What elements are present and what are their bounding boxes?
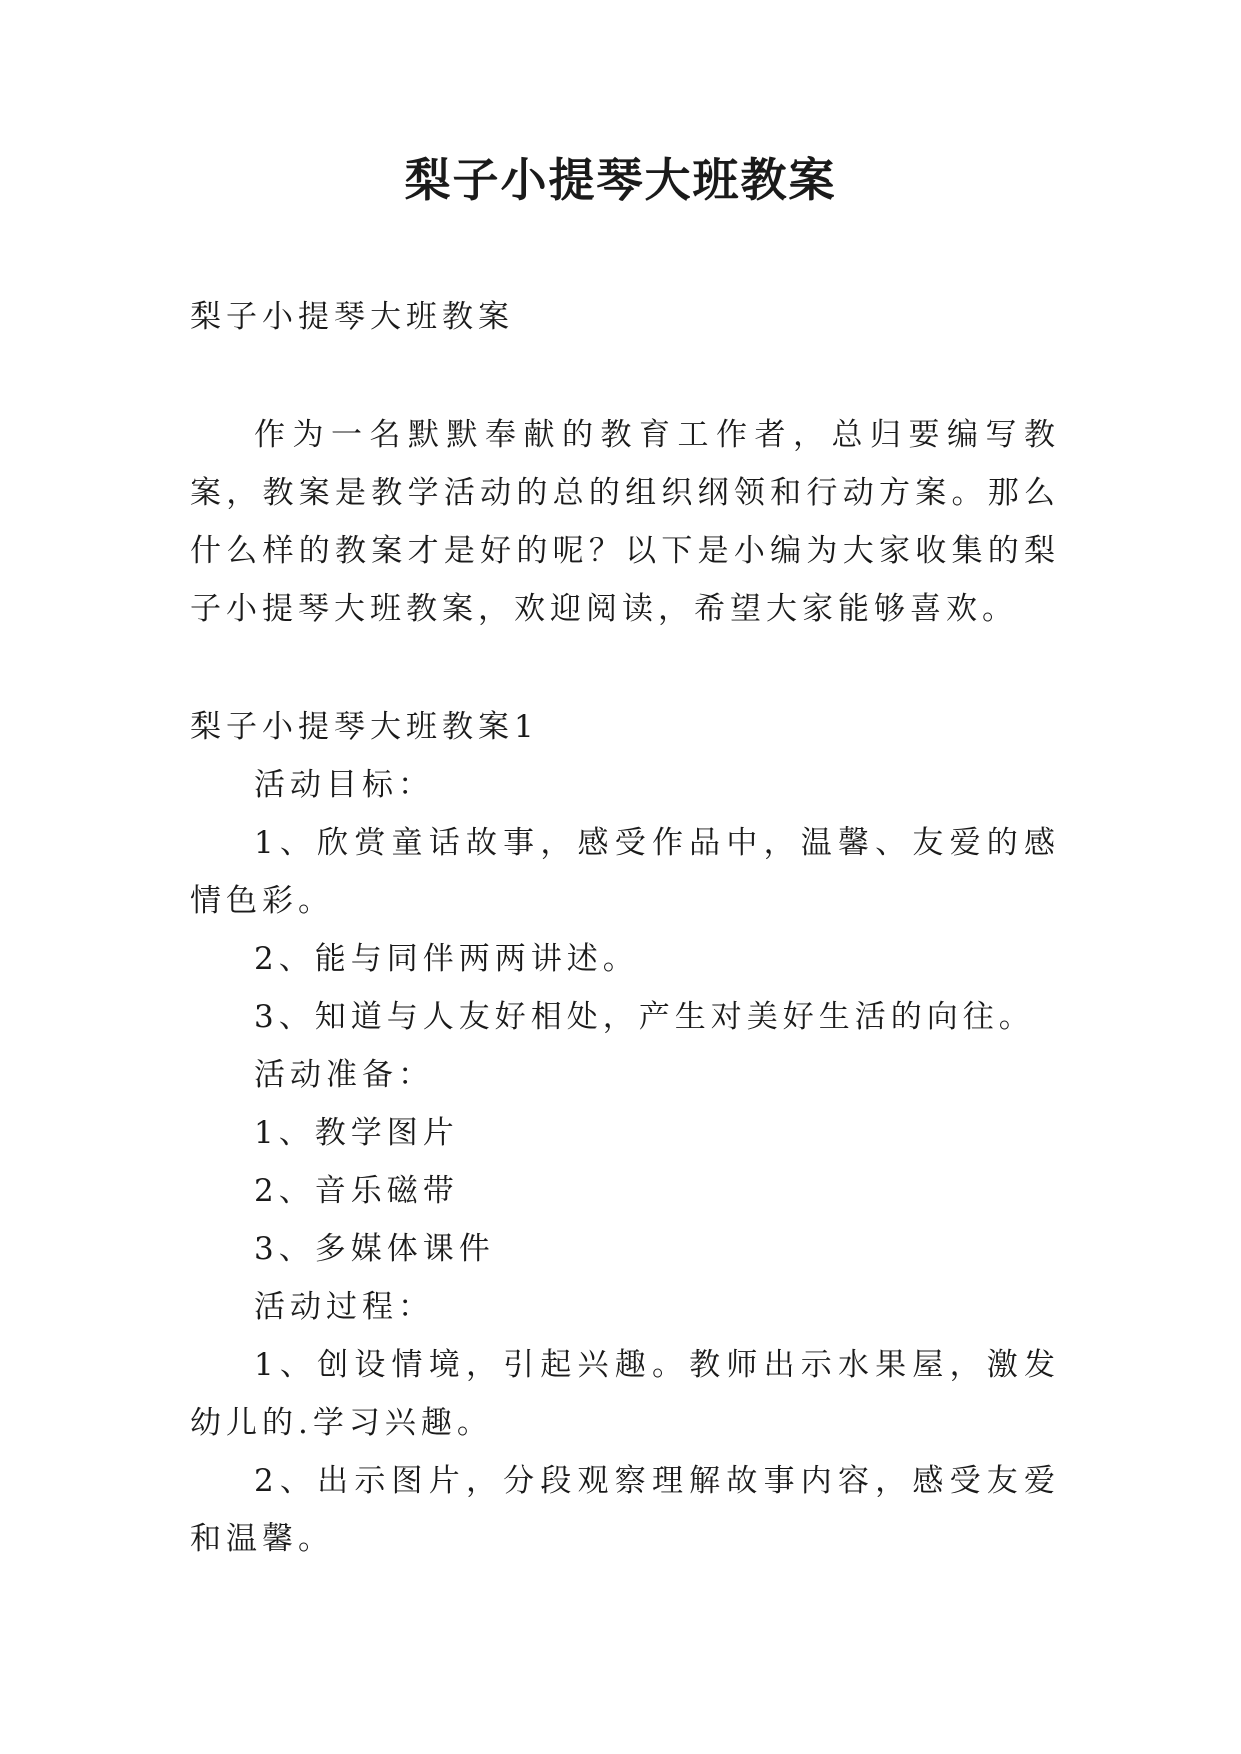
goal-item: 1、欣赏童话故事，感受作品中，温馨、友爱的感情色彩。 <box>190 825 1060 919</box>
document-title: 梨子小提琴大班教案 <box>404 153 837 207</box>
intro-paragraph: 作为一名默默奉献的教育工作者，总归要编写教案，教案是教学活动的总的组织纲领和行动方案。那么什么样的教案才是好的呢？以下是小编为大家收集的梨子小提琴大班教案，欢迎阅读，希望大家能够喜欢。 <box>190 417 1060 627</box>
spacer <box>190 638 1060 698</box>
spacer <box>190 346 1060 406</box>
activity-goals-heading: 活动目标： <box>254 767 434 803</box>
prep-item: 1、教学图片 <box>254 1115 459 1151</box>
process-item: 1、创设情境，引起兴趣。教师出示水果屋，激发幼儿的.学习兴趣。 <box>190 1347 1060 1441</box>
goal-item: 2、能与同伴两两讲述。 <box>254 941 639 977</box>
section-heading: 梨子小提琴大班教案1 <box>190 709 539 745</box>
activity-prep-heading: 活动准备： <box>254 1057 434 1093</box>
prep-item: 3、多媒体课件 <box>254 1231 495 1267</box>
goal-item: 3、知道与人友好相处，产生对美好生活的向往。 <box>254 999 1035 1035</box>
prep-item: 2、音乐磁带 <box>254 1173 459 1209</box>
document-subtitle: 梨子小提琴大班教案 <box>190 299 514 335</box>
document-body <box>190 288 1060 1568</box>
process-item: 2、出示图片，分段观察理解故事内容，感受友爱和温馨。 <box>190 1463 1060 1557</box>
activity-process-heading: 活动过程： <box>254 1289 434 1325</box>
